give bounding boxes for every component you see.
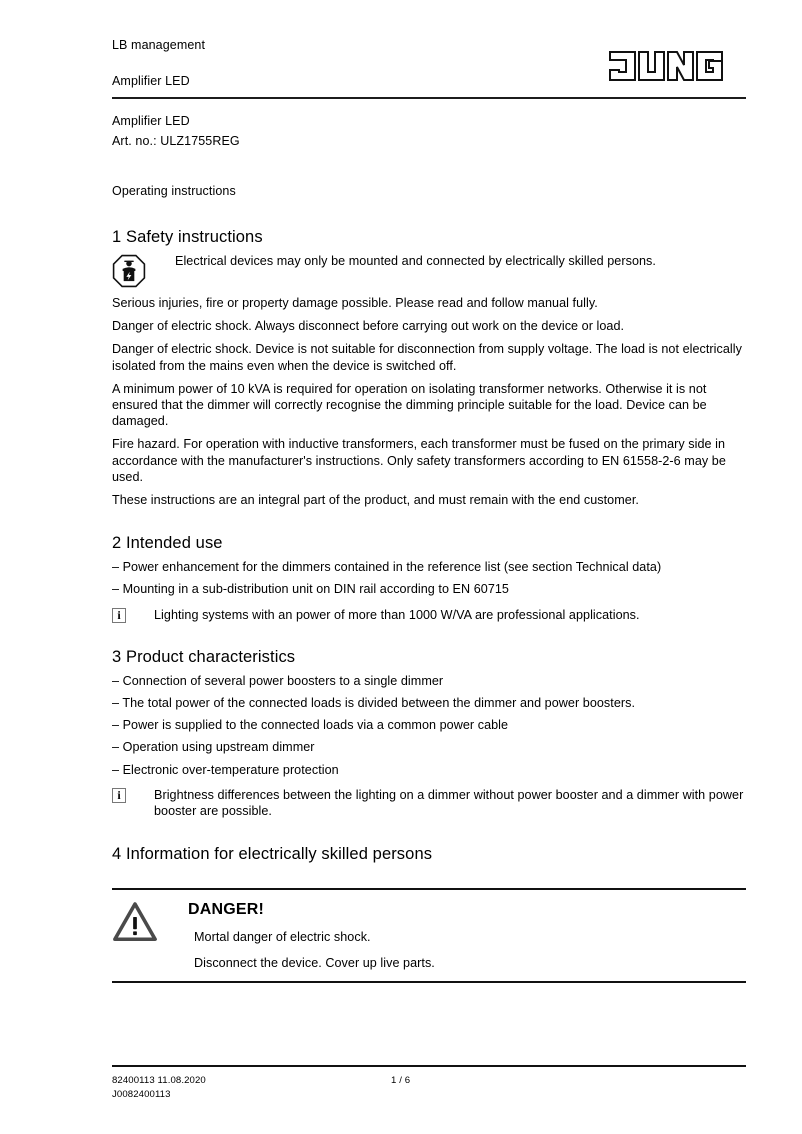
footer-page-number: 1 / 6 (391, 1075, 411, 1086)
list-item: – Mounting in a sub-distribution unit on DIN rail according to EN 60715 (112, 582, 509, 597)
product-characteristics-list (112, 667, 746, 778)
footer-doc-id: 82400113 11.08.2020 (112, 1075, 206, 1086)
safety-icon-row (112, 247, 746, 288)
info-icon: i (112, 788, 126, 803)
danger-box (112, 890, 746, 971)
header (112, 0, 746, 99)
safety-icon-paragraph: Electrical devices may only be mounted and connected by electrically skilled persons. (175, 254, 656, 268)
header-breadcrumb: LB management (112, 38, 206, 52)
title-block (112, 99, 746, 151)
product-characteristics-note-row (112, 778, 746, 819)
section-heading-product-characteristics: 3 Product characteristics (112, 647, 296, 666)
safety-paragraph-4: A minimum power of 10 kVA is required for operation on isolating transformer networks. Otherwise it is not ensured that the dimmer will correctly recognise the dimming principle suitable for the load. Device can be damaged. (112, 381, 707, 429)
document-type: Operating instructions (112, 184, 236, 198)
safety-paragraph-3: Danger of electric shock. Device is not suitable for disconnection from supply voltage. The load is not electrically isolated from the mains even when the device is switched off. (112, 342, 742, 373)
warning-triangle-icon (112, 901, 188, 943)
list-item: – Power is supplied to the connected loads via a common power cable (112, 718, 509, 733)
article-number: Art. no.: ULZ1755REG (112, 133, 240, 148)
page-content (112, 0, 746, 983)
product-name: Amplifier LED (112, 114, 190, 128)
section-heading-safety: 1 Safety instructions (112, 228, 263, 246)
intended-use-note: Lighting systems with an power of more than 1000 W/VA are professional applications. (154, 607, 640, 622)
list-item: – Power enhancement for the dimmers contained in the reference list (see section Technical data) (112, 560, 662, 575)
list-item: – Connection of several power boosters to a single dimmer (112, 673, 444, 688)
header-product-line: Amplifier LED (112, 74, 190, 88)
danger-title: DANGER! (188, 901, 265, 919)
section-heading-electrically-skilled: 4 Information for electrically skilled persons (112, 845, 433, 864)
footer-doc-code: J0082400113 (112, 1089, 171, 1100)
safety-paragraph-1: Serious injuries, fire or property damage possible. Please read and follow manual fully. (112, 296, 598, 310)
intended-use-list (112, 553, 746, 597)
list-item: – Electronic over-temperature protection (112, 762, 339, 777)
list-item: – The total power of the connected loads is divided between the dimmer and power boosters. (112, 696, 636, 711)
header-divider (112, 97, 746, 99)
list-item: – Operation using upstream dimmer (112, 740, 315, 755)
danger-line-2: Disconnect the device. Cover up live parts. (194, 956, 435, 971)
safety-paragraph-5: Fire hazard. For operation with inductive transformers, each transformer must be fused on the primary side in accordance with the manufacturer's instructions. Only safety transformers according to EN 61558-2-6 may be used. (112, 437, 726, 484)
page-footer (112, 1065, 746, 1108)
danger-box-bottom-divider (112, 981, 746, 983)
jung-logo (606, 48, 746, 88)
product-characteristics-note: Brightness differences between the lighting on a dimmer without power booster and a dimmer with power booster are possible. (154, 787, 744, 819)
safety-paragraph-6: These instructions are an integral part of the product, and must remain with the end customer. (112, 493, 639, 508)
info-icon: i (112, 608, 126, 623)
electrically-skilled-person-icon (112, 253, 175, 288)
danger-line-1: Mortal danger of electric shock. (194, 930, 371, 945)
safety-paragraph-2: Danger of electric shock. Always disconnect before carrying out work on the device or load. (112, 319, 625, 334)
section-heading-intended-use: 2 Intended use (112, 534, 223, 553)
intended-use-note-row (112, 598, 746, 623)
